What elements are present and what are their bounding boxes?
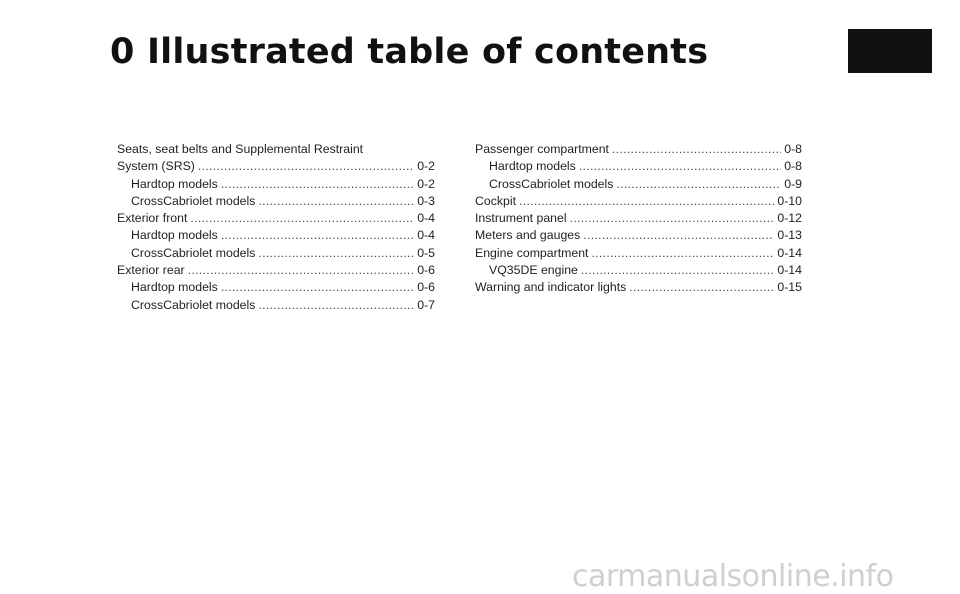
toc-entry-page: 0-15 [777,280,802,295]
toc-entry-label: Cockpit [475,193,517,208]
toc-entry-label: VQ35DE engine [489,263,578,278]
toc-entry-page: 0-14 [777,245,802,260]
toc-entry-page: 0-7 [417,297,435,312]
toc-entry[interactable] [475,262,802,279]
dot-leader [616,176,781,193]
toc-heading-seats: Seats, seat belts and Supplemental Restraint [117,142,364,156]
toc-entry[interactable] [475,176,802,193]
toc-entry[interactable] [475,141,802,158]
dot-leader [612,141,781,158]
dot-leader [258,193,414,210]
toc-entry-label: Passenger compartment [475,142,609,156]
dot-leader [221,227,414,244]
dot-leader [629,279,774,296]
toc-entry[interactable] [475,279,802,296]
toc-entry-page: 0-13 [777,228,802,243]
toc-entry-page: 0-9 [784,176,802,191]
toc-entry[interactable] [117,227,435,244]
dot-leader [519,193,774,210]
toc-entry-label: Meters and gauges [475,228,581,243]
toc-entry-label: Warning and indicator lights [475,280,627,295]
toc-entry[interactable] [117,210,435,227]
dot-leader [579,158,781,175]
toc-entry[interactable] [117,279,435,296]
toc-column-right [475,141,802,297]
toc-entry[interactable] [475,158,802,175]
toc-entry[interactable] [117,262,435,279]
toc-entry[interactable] [117,297,435,314]
dot-leader [198,158,414,175]
dot-leader [221,176,414,193]
toc-entry-page: 0-12 [777,211,802,226]
dot-leader [190,210,414,227]
toc-entry[interactable] [117,158,435,175]
toc-entry[interactable] [117,193,435,210]
toc-entry-page: 0-14 [777,263,802,278]
toc-entry-label: Exterior rear [117,263,185,278]
toc-entry-page: 0-6 [417,280,435,295]
dot-leader [591,245,774,262]
toc-entry-page: 0-10 [777,193,802,208]
toc-entry-page: 0-5 [417,245,435,260]
toc-entry-label: Hardtop models [131,280,218,295]
toc-entry[interactable] [475,210,802,227]
dot-leader [258,245,414,262]
toc-entry-page: 0-2 [417,159,435,174]
dot-leader [258,297,414,314]
toc-entry[interactable] [475,227,802,244]
toc-entry-label: Exterior front [117,211,188,226]
toc-entry[interactable] [475,245,802,262]
watermark: carmanualsonline.info [572,559,894,594]
dot-leader [583,227,774,244]
toc-entry-page: 0-4 [417,228,435,243]
toc-entry-label: Hardtop models [131,228,218,243]
dot-leader [221,279,414,296]
toc-column-left [117,141,435,314]
page-title: 0 Illustrated table of contents [110,32,709,72]
dot-leader [570,210,775,227]
toc-entry-page: 0-6 [417,263,435,278]
toc-entry-label: Hardtop models [131,176,218,191]
toc-entry[interactable] [117,245,435,262]
toc-entry-page: 0-4 [417,211,435,226]
toc-entry-label: Engine compartment [475,245,589,260]
toc-entry-label: CrossCabriolet models [489,176,614,191]
toc-entry-label: CrossCabriolet models [131,245,256,260]
toc-entry-label: CrossCabriolet models [131,297,256,312]
toc-entry-label: Instrument panel [475,211,567,226]
toc-entry-page: 0-8 [784,159,802,174]
toc-entry-label: CrossCabriolet models [131,193,256,208]
toc-entry-label: Hardtop models [489,159,576,174]
toc-entry-page: 0-3 [417,193,435,208]
toc-entry[interactable] [475,193,802,210]
toc-entry-page: 0-8 [784,142,802,156]
toc-entry-label: System (SRS) [117,159,195,174]
toc-entry-page: 0-2 [417,176,435,191]
dot-leader [188,262,415,279]
toc-entry[interactable] [117,176,435,193]
section-tab-block [848,29,932,73]
dot-leader [581,262,775,279]
